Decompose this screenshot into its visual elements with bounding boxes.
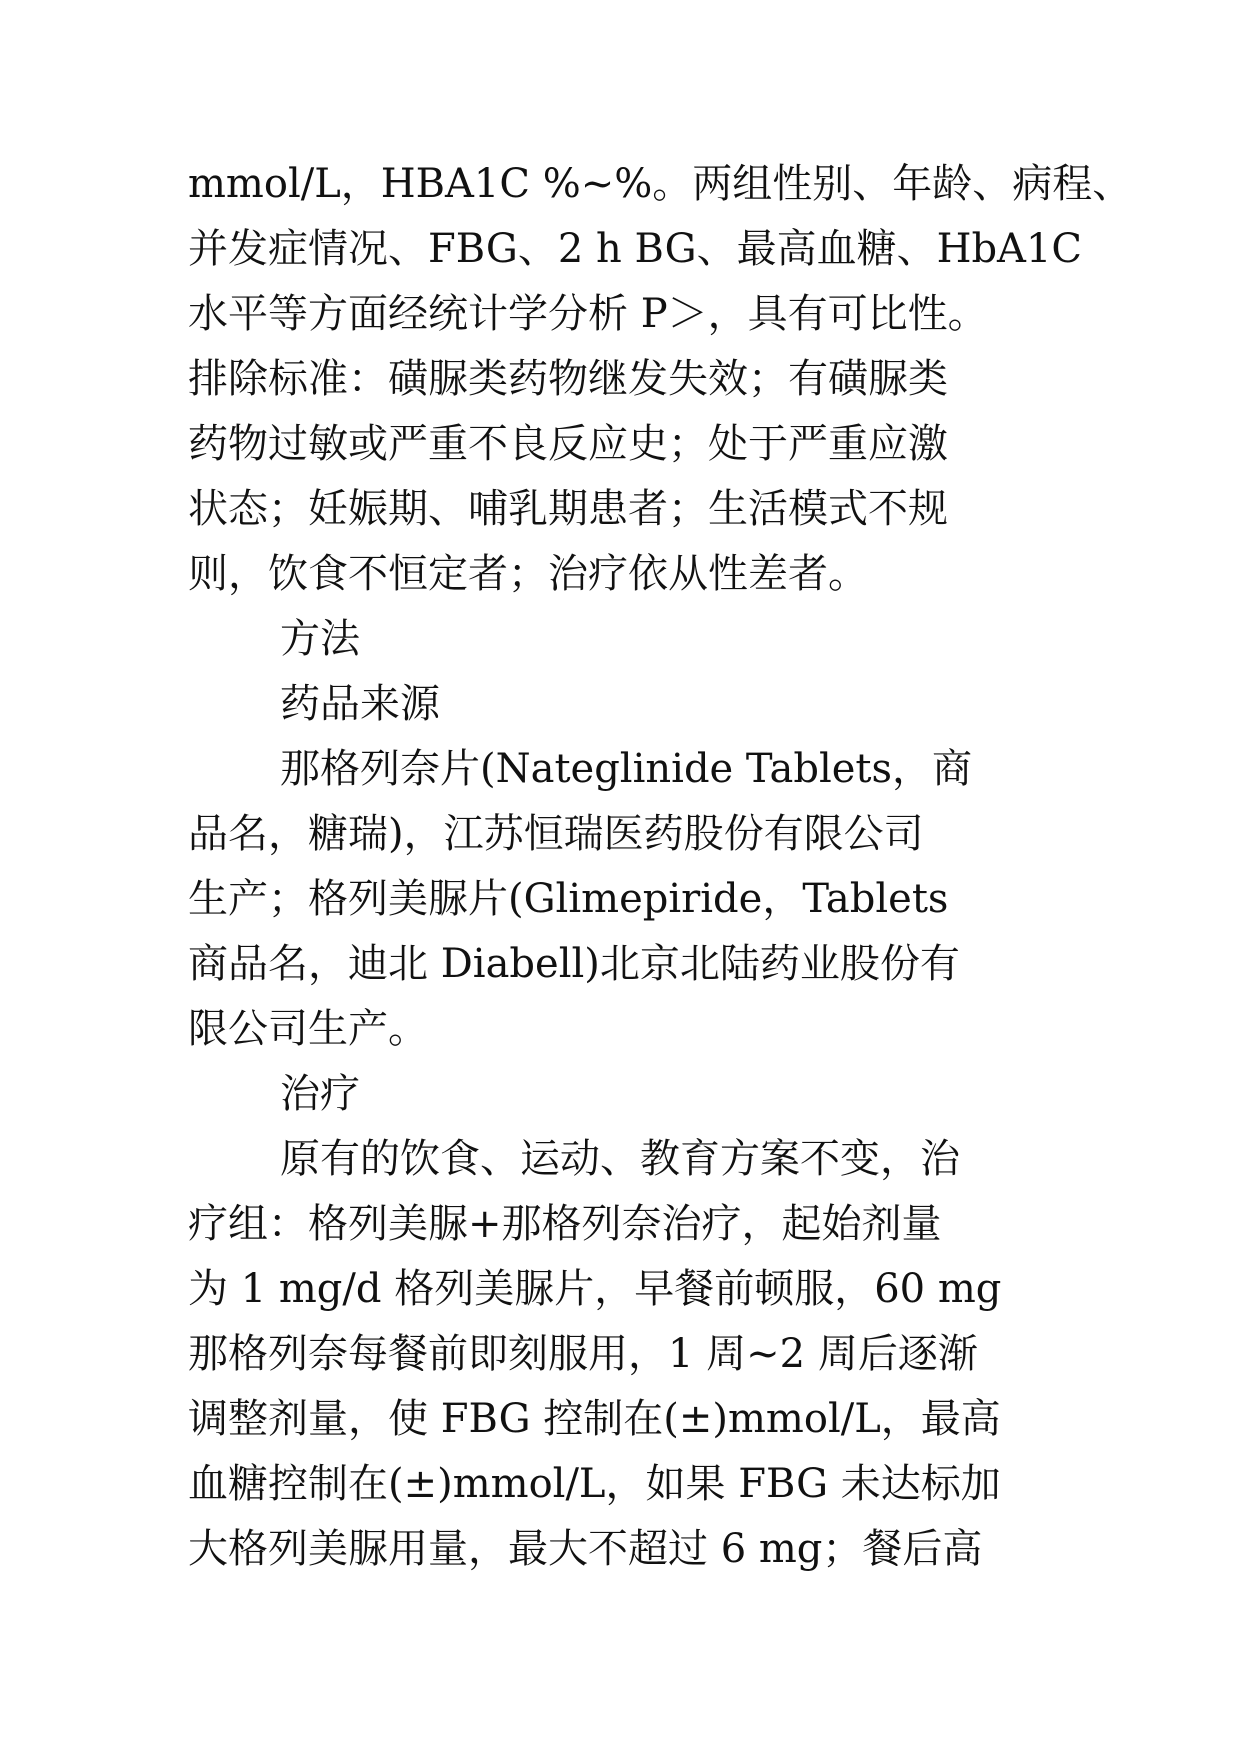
- subsection-heading-drug-source: 药品来源: [280, 681, 440, 727]
- section-heading-methods: 方法: [280, 616, 360, 662]
- text-line: 排除标准：磺脲类药物继发失效；有磺脲类: [188, 356, 948, 402]
- text-line: 生产；格列美脲片(Glimepiride，Tablets: [188, 876, 949, 922]
- text-line: 大格列美脲用量，最大不超过 6 mg；餐后高: [188, 1526, 983, 1572]
- text-line: 血糖控制在(±)mmol/L，如果 FBG 未达标加: [188, 1461, 1001, 1507]
- subsection-heading-treatment: 治疗: [280, 1071, 360, 1117]
- text-line: 限公司生产。: [188, 1006, 428, 1052]
- text-line: 则，饮食不恒定者；治疗依从性差者。: [188, 551, 868, 597]
- text-line: 水平等方面经统计学分析 P＞，具有可比性。: [188, 291, 988, 337]
- body-text: [188, 152, 1133, 1582]
- text-line: 商品名，迪北 Diabell)北京北陆药业股份有: [188, 941, 960, 987]
- text-line: 那格列奈片(Nateglinide Tablets，商: [280, 746, 973, 792]
- text-line: 药物过敏或严重不良反应史；处于严重应激: [188, 421, 948, 467]
- text-line: mmol/L，HBA1C %~%。两组性别、年龄、病程、: [188, 161, 1133, 207]
- text-line: 疗组：格列美脲+那格列奈治疗，起始剂量: [188, 1201, 942, 1247]
- text-line: 原有的饮食、运动、教育方案不变，治: [280, 1136, 960, 1182]
- text-line: 品名，糖瑞)，江苏恒瑞医药股份有限公司: [188, 811, 924, 857]
- text-line: 为 1 mg/d 格列美脲片，早餐前顿服，60 mg: [188, 1266, 1002, 1312]
- text-line: 那格列奈每餐前即刻服用，1 周~2 周后逐渐: [188, 1331, 978, 1377]
- text-line: 并发症情况、FBG、2 h BG、最高血糖、HbA1C: [188, 226, 1083, 272]
- text-line: 调整剂量，使 FBG 控制在(±)mmol/L，最高: [188, 1396, 1001, 1442]
- text-line: 状态；妊娠期、哺乳期患者；生活模式不规: [188, 486, 948, 532]
